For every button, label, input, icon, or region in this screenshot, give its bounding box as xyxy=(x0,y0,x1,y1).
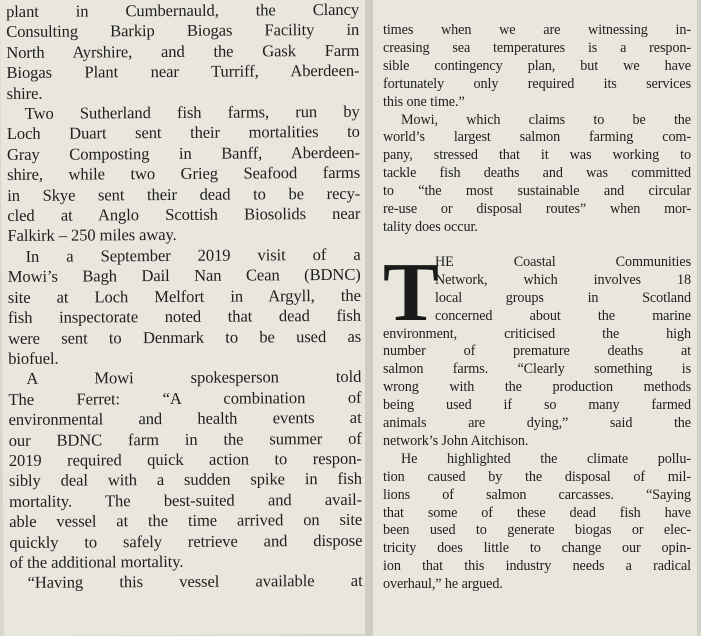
text-line: quickly to safely retrieve and dispose xyxy=(9,530,363,552)
text-line: able vessel at the time arrived on site xyxy=(9,509,363,532)
text-line: animals are dying,” said the xyxy=(383,415,691,432)
text-line: The Ferret: “A combination of xyxy=(8,387,362,409)
text-line: Network, which involves 18 xyxy=(435,271,691,288)
text-line: “Having this vessel available at xyxy=(27,571,363,593)
text-line: fortunately only required its services xyxy=(383,75,691,92)
page-edge xyxy=(697,0,701,636)
text-line: Mowi’s Bagh Dail Nan Cean (BDNC) xyxy=(7,265,361,287)
drop-cap-letter: T xyxy=(383,245,439,339)
text-line: concerned about the marine xyxy=(435,307,691,324)
text-line: tion caused by the disposal of mil- xyxy=(383,468,691,485)
text-line: re-use or disposal routes” when mor- xyxy=(383,201,691,218)
text-line: 2019 required quick action to respon- xyxy=(8,448,362,470)
text-line: creasing sea temperatures is a respon- xyxy=(383,39,691,56)
text-line: In a September 2019 visit of a xyxy=(25,244,361,266)
text-line: in Skye sent their dead to be recy- xyxy=(7,183,361,205)
text-line: salmon farms. “Clearly something is xyxy=(383,361,691,378)
text-line: Falkirk – 250 miles away. xyxy=(7,225,177,246)
text-line: Loch Duart sent their mortalities to xyxy=(6,122,360,144)
text-line: Biogas Plant near Turriff, Aberdeen- xyxy=(6,61,360,83)
text-line: Gray Composting in Banff, Aberdeen- xyxy=(6,142,360,164)
text-line: this one time.” xyxy=(383,93,465,110)
text-line: our BDNC farm in the summer of xyxy=(8,428,362,450)
text-line: shire. xyxy=(6,83,43,103)
text-line: been used to generate biogas or elec- xyxy=(383,522,691,539)
text-line: to “the most sustainable and circular xyxy=(383,183,691,200)
text-line: were sent to Denmark to be used as xyxy=(8,326,362,348)
text-line: site at Loch Melfort in Argyll, the xyxy=(7,285,361,307)
text-line: tality does occur. xyxy=(383,218,478,235)
text-line: North Ayrshire, and the Gask Farm xyxy=(6,40,360,62)
text-line: lions of salmon carcasses. “Saying xyxy=(383,486,691,503)
text-line: Mowi, which claims to be the xyxy=(401,111,691,128)
text-line: HE Coastal Communities xyxy=(435,253,691,270)
text-line: environmental and health events at xyxy=(8,407,362,430)
text-line: plant in Cumbernauld, the Clancy xyxy=(6,0,360,21)
text-line: local groups in Scotland xyxy=(435,289,691,306)
text-line: shire, while two Grieg Seafood farms xyxy=(7,163,361,185)
text-line: that some of these dead fish have xyxy=(383,504,691,521)
right-column xyxy=(373,0,697,636)
text-line: times when we are witnessing in- xyxy=(383,22,691,38)
text-line: mortality. The best-suited and avail- xyxy=(9,489,363,511)
text-line: world’s largest salmon farming com- xyxy=(383,129,691,146)
text-line: A Mowi spokesperson told xyxy=(26,367,362,389)
text-line: network’s John Aitchison. xyxy=(383,432,529,449)
text-line: Consulting Barkip Biogas Facility in xyxy=(6,20,360,42)
column-gutter xyxy=(365,0,373,636)
text-line: environment, criticised the high xyxy=(383,325,691,342)
right-column-top-text xyxy=(383,22,691,237)
text-line: fish inspectorate noted that dead fish xyxy=(7,305,361,328)
text-line: cled at Anglo Scottish Biosolids near xyxy=(7,203,361,226)
text-line: ion that this industry needs a radical xyxy=(383,558,691,575)
text-line: biofuel. xyxy=(8,348,59,368)
text-line: overhaul,” he argued. xyxy=(383,576,503,593)
text-line: sible contingency plan, but we have xyxy=(383,57,691,74)
text-line: of the additional mortality. xyxy=(9,551,184,572)
text-line: Two Sutherland fish farms, run by xyxy=(24,101,360,123)
text-line: being used if so many farmed xyxy=(383,397,691,414)
text-line: sibly deal with a sudden spike in fish xyxy=(8,469,362,491)
text-line: He highlighted the climate pollu- xyxy=(401,450,691,467)
text-line: tackle fish deaths and was committed xyxy=(383,165,691,182)
text-line: number of premature deaths at xyxy=(383,343,691,360)
text-line: pany, stressed that it was working to xyxy=(383,147,691,164)
text-line: wrong with the production methods xyxy=(383,379,691,396)
text-line: tricity does little to change our opin- xyxy=(383,540,691,557)
right-column-bottom-text xyxy=(383,326,691,595)
